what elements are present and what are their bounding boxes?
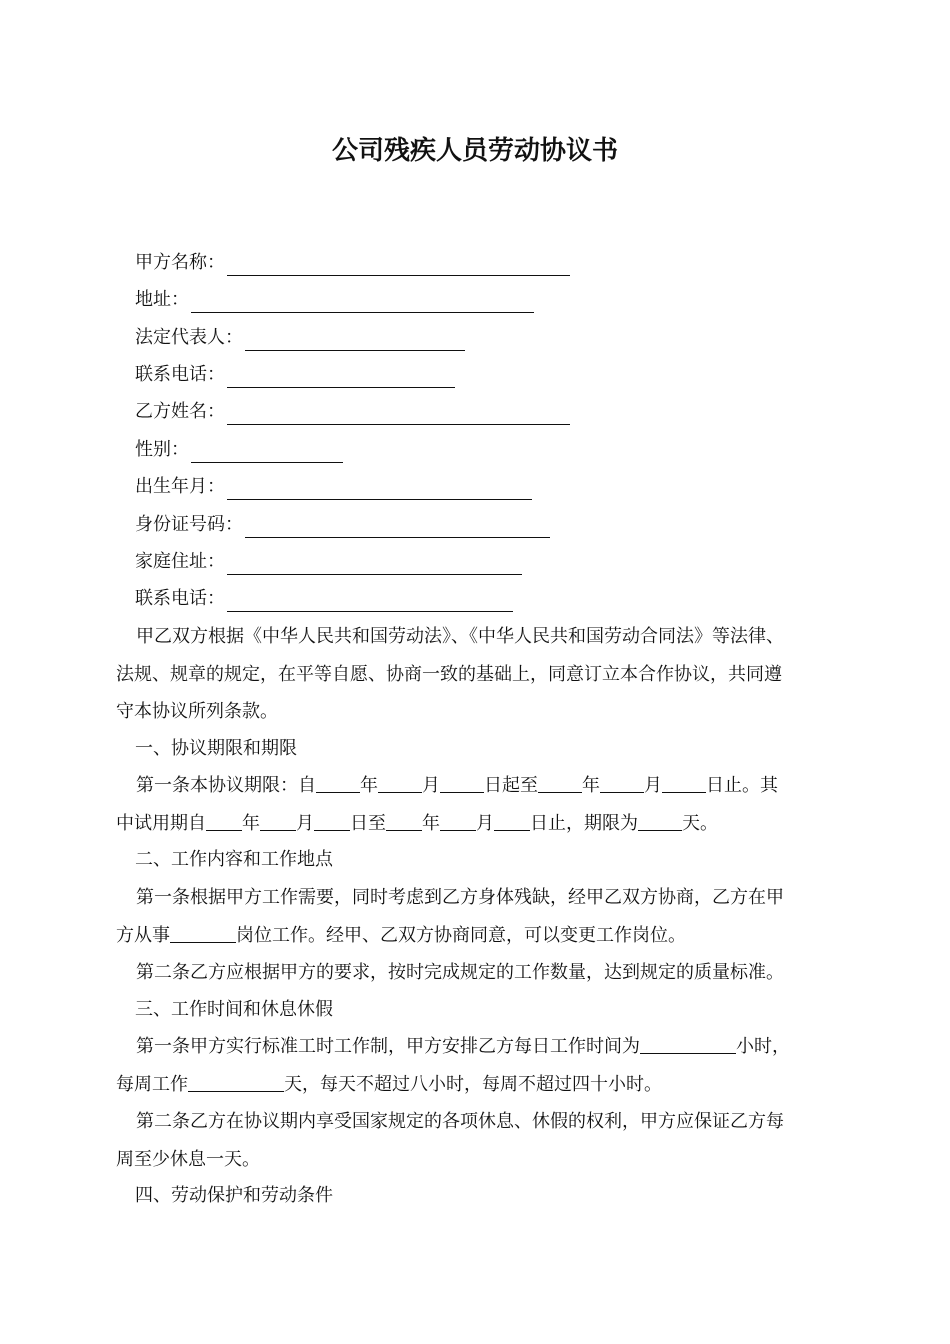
field-label: 地址：: [135, 289, 189, 310]
fill-blank[interactable]: [640, 1035, 736, 1054]
section-2-article-1: [116, 879, 838, 954]
section-3-article-1: [116, 1028, 838, 1103]
field-label: 家庭住址：: [135, 551, 225, 572]
text-segment: 第一条本协议期限：自: [136, 775, 316, 796]
fill-blank[interactable]: [314, 812, 350, 831]
fill-blank[interactable]: [206, 812, 242, 831]
article-line-1: 第一条根据甲方工作需要，同时考虑到乙方身体残缺，经甲乙双方协商，乙方在甲: [136, 887, 784, 908]
fill-blank[interactable]: [227, 255, 570, 276]
fill-blank[interactable]: [188, 1073, 284, 1092]
field-home-address: [135, 549, 522, 575]
fill-blank[interactable]: [316, 774, 360, 793]
text-segment: 日止，期限为: [530, 812, 638, 834]
field-birth-date: [135, 474, 532, 500]
article-line-2: 周至少休息一天。: [116, 1148, 260, 1170]
fill-blank[interactable]: [440, 774, 484, 793]
field-label: 联系电话：: [135, 364, 225, 385]
intro-line-3: 守本协议所列条款。: [116, 701, 278, 722]
fill-blank[interactable]: [227, 404, 570, 425]
fill-blank[interactable]: [440, 812, 476, 831]
text-segment: 月: [476, 812, 494, 834]
field-id-number: [135, 512, 550, 538]
field-party-a-phone: [135, 362, 455, 388]
field-label: 法定代表人：: [135, 327, 243, 348]
text-segment: 方从事: [116, 924, 170, 946]
field-label: 甲方名称：: [135, 252, 225, 273]
text-segment: 天。: [682, 812, 718, 834]
intro-line-1: 甲乙双方根据《中华人民共和国劳动法》、《中华人民共和国劳动合同法》等法律、: [136, 626, 784, 647]
text-segment: 月: [422, 775, 440, 796]
text-segment: 日至: [350, 812, 386, 834]
fill-blank[interactable]: [378, 774, 422, 793]
field-label: 乙方姓名：: [135, 401, 225, 422]
text-segment: 年: [582, 775, 600, 796]
fill-blank[interactable]: [386, 812, 422, 831]
article-line-2: [116, 1066, 838, 1104]
field-label: 出生年月：: [135, 476, 225, 497]
text-segment: 第一条甲方实行标准工时工作制，甲方安排乙方每日工作时间为: [136, 1036, 640, 1057]
document-title: 公司残疾人员劳动协议书: [331, 136, 618, 166]
text-segment: 月: [296, 812, 314, 834]
field-party-b-phone: [135, 586, 513, 612]
fill-blank[interactable]: [245, 517, 550, 538]
article-line-1: 第二条乙方应根据甲方的要求，按时完成规定的工作数量，达到规定的质量标准。: [136, 962, 784, 983]
text-segment: 年: [360, 775, 378, 796]
fill-blank[interactable]: [260, 812, 296, 831]
fill-blank[interactable]: [245, 330, 465, 351]
intro-line-2: 法规、规章的规定，在平等自愿、协商一致的基础上，同意订立本合作协议，共同遵: [116, 663, 782, 685]
text-segment: 每周工作: [116, 1073, 188, 1095]
field-label: 联系电话：: [135, 588, 225, 609]
section-1-heading: 一、协议期限和期限: [135, 738, 297, 759]
fill-blank[interactable]: [538, 774, 582, 793]
section-2-heading: 二、工作内容和工作地点: [135, 849, 333, 870]
fill-blank[interactable]: [494, 812, 530, 831]
fill-blank[interactable]: [227, 591, 513, 612]
field-label: 性别：: [135, 439, 189, 460]
section-3-article-2: [116, 1103, 838, 1178]
section-2-article-2: [116, 954, 838, 992]
field-address: [135, 287, 534, 313]
fill-blank[interactable]: [227, 367, 455, 388]
text-segment: 天，每天不超过八小时，每周不超过四十小时。: [284, 1073, 662, 1095]
field-legal-representative: [135, 325, 465, 351]
text-segment: 日起至: [484, 775, 538, 796]
fill-blank[interactable]: [227, 554, 522, 575]
text-segment: 日止。其: [706, 775, 778, 796]
field-party-b-name: [135, 399, 570, 425]
text-segment: 中试用期自: [116, 812, 206, 834]
text-segment: 小时，: [736, 1036, 790, 1057]
field-gender: [135, 437, 343, 463]
article-line-1: [116, 1028, 838, 1066]
article-line-1: [116, 767, 838, 805]
fill-blank[interactable]: [638, 812, 682, 831]
fill-blank[interactable]: [662, 774, 706, 793]
text-segment: 年: [422, 812, 440, 834]
article-line-2: [116, 805, 838, 843]
text-segment: 岗位工作。经甲、乙双方协商同意，可以变更工作岗位。: [236, 924, 686, 946]
article-line-1: 第二条乙方在协议期内享受国家规定的各项休息、休假的权利，甲方应保证乙方每: [136, 1111, 784, 1132]
section-1-article-1: [116, 767, 838, 842]
article-line-2: [116, 917, 838, 955]
fill-blank[interactable]: [191, 442, 343, 463]
field-label: 身份证号码：: [135, 514, 243, 535]
field-party-a-name: [135, 250, 570, 276]
fill-blank[interactable]: [227, 479, 532, 500]
fill-blank[interactable]: [191, 292, 534, 313]
section-4-heading: 四、劳动保护和劳动条件: [135, 1185, 333, 1206]
intro-paragraph: [116, 618, 838, 731]
fill-blank[interactable]: [170, 924, 236, 943]
fill-blank[interactable]: [600, 774, 644, 793]
text-segment: 年: [242, 812, 260, 834]
section-3-heading: 三、工作时间和休息休假: [135, 999, 333, 1020]
text-segment: 月: [644, 775, 662, 796]
